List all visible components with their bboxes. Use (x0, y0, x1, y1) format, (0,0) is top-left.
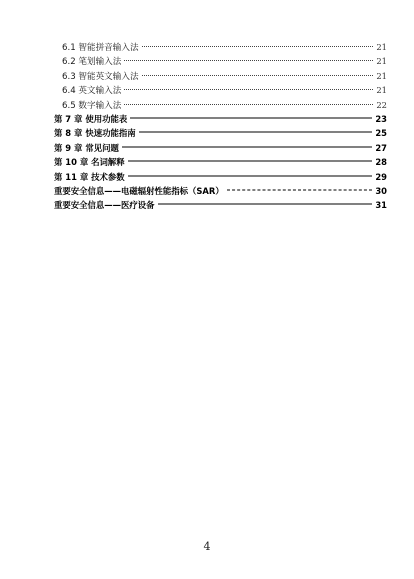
toc-leader-dots (142, 66, 374, 76)
toc-entry-page: 31 (375, 200, 387, 211)
toc-entry-page: 27 (375, 142, 387, 153)
toc-leader-line (158, 195, 373, 204)
toc-entry-title: 6.5 数字输入法 (62, 100, 122, 111)
toc-leader-line (128, 167, 373, 176)
toc-leader-dots (124, 95, 373, 105)
toc-entry-page: 21 (376, 85, 387, 96)
toc-entry-title: 6.4 英文输入法 (62, 86, 122, 97)
toc-leader-dots (142, 37, 374, 47)
toc-entry-page: 21 (376, 56, 387, 67)
toc-entry-page: 29 (375, 171, 387, 182)
toc-entry-title: 6.1 智能拼音输入法 (62, 43, 139, 53)
toc-entry-title: 重要安全信息——电磁辐射性能指标（SAR） (54, 185, 224, 196)
toc-entry-page: 22 (376, 99, 387, 110)
toc-leader-line (139, 123, 373, 132)
toc-leader-dots (124, 52, 373, 62)
toc-entry-title: 第 7 章 使用功能表 (54, 113, 128, 124)
toc-entry-page: 25 (375, 128, 387, 139)
toc-entry-safety-medical[interactable] (54, 198, 387, 212)
toc-entry-page: 28 (375, 157, 387, 168)
toc-entry-title: 第 10 章 名词解释 (54, 157, 125, 168)
toc-entry-title: 6.3 智能英文输入法 (62, 71, 139, 82)
toc-leader-line (128, 152, 373, 161)
toc-entry-page: 30 (375, 185, 387, 196)
toc-leader-dashed (227, 181, 373, 190)
page-number: 4 (203, 540, 211, 553)
toc-leader-dots (124, 81, 373, 91)
table-of-contents (54, 40, 387, 213)
toc-entry-title: 第 8 章 快速功能指南 (54, 128, 136, 139)
toc-entry-title: 6.2 笔划输入法 (62, 57, 122, 68)
toc-entry-title: 第 11 章 技术参数 (54, 171, 125, 182)
toc-entry-title: 第 9 章 常见问题 (54, 142, 119, 153)
toc-entry-title: 重要安全信息——医疗设备 (54, 200, 155, 211)
toc-entry-page: 21 (376, 70, 387, 81)
toc-entry-page: 21 (376, 42, 387, 52)
toc-leader-line (130, 109, 372, 118)
toc-leader-line (122, 138, 373, 147)
toc-entry-page: 23 (375, 113, 387, 124)
